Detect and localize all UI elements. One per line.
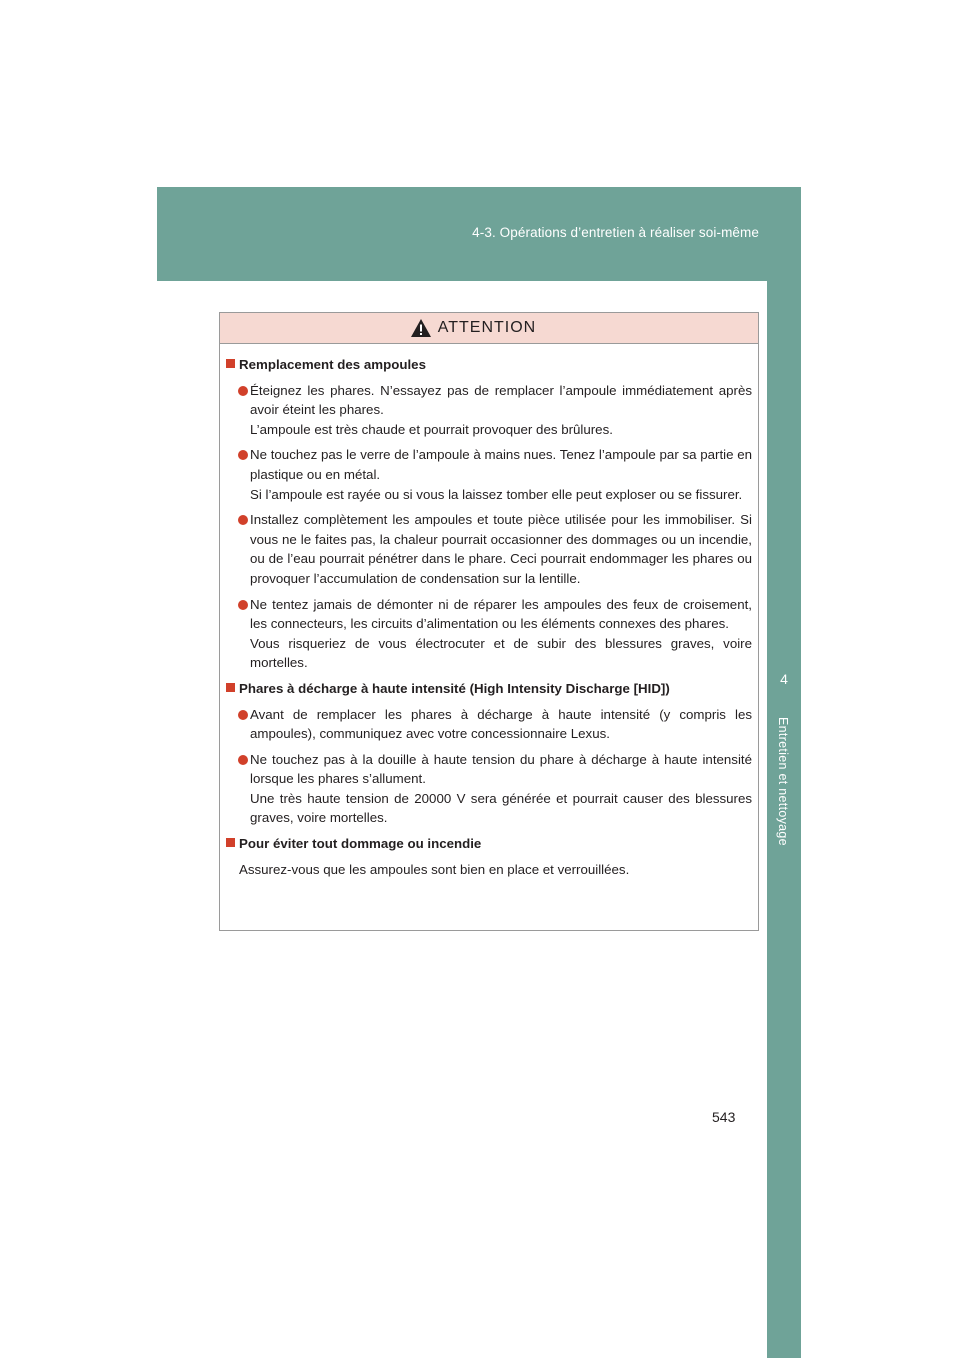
list-item <box>226 381 752 440</box>
item-text: Installez complètement les ampoules et toute pièce utilisée pour les immobiliser. Si vous ne le faites pas, la chaleur pourrait occasionner des dommages ou un incendie, ou de l’eau pourrait pénétrer dans le phare. Ceci pourrait endommager les phares ou provoquer l’accumulation de condensation sur la lentille. <box>250 512 752 586</box>
item-text: Ne touchez pas à la douille à haute tension du phare à décharge à haute intensité lorsque les phares s’allument. <box>250 751 752 787</box>
warning-triangle-icon <box>410 318 432 338</box>
warning-header <box>220 313 758 344</box>
round-bullet-icon <box>238 755 248 765</box>
item-text: Ne touchez pas le verre de l’ampoule à mains nues. Tenez l’ampoule par sa partie en plastique ou en métal. <box>250 447 752 482</box>
square-bullet-icon <box>226 838 235 847</box>
round-bullet-icon <box>238 450 248 460</box>
round-bullet-icon <box>238 515 248 525</box>
list-item <box>226 705 752 744</box>
round-bullet-icon <box>238 386 248 396</box>
section-heading: Remplacement des ampoules <box>226 355 752 375</box>
chapter-label: Entretien et nettoyage <box>776 717 790 846</box>
warning-box <box>219 312 759 931</box>
section-title: 4-3. Opérations d’entretien à réaliser soi-même <box>472 225 759 240</box>
item-text: Si l’ampoule est rayée ou si vous la laissez tomber elle peut exploser ou se fissurer. <box>250 486 743 502</box>
chapter-number: 4 <box>780 671 788 687</box>
section-heading: Phares à décharge à haute intensité (High Intensity Discharge [HID]) <box>226 679 752 699</box>
list-item <box>226 445 752 504</box>
square-bullet-icon <box>226 359 235 368</box>
list-item <box>226 510 752 588</box>
square-bullet-icon <box>226 683 235 692</box>
round-bullet-icon <box>238 710 248 720</box>
section-heading: Pour éviter tout dommage ou incendie <box>226 834 752 854</box>
list-item <box>226 595 752 673</box>
item-text: Avant de remplacer les phares à décharge à haute intensité (y compris les ampoules), communiquez avec votre concessionnaire Lexus. <box>250 706 752 742</box>
warning-body <box>220 344 758 879</box>
list-item <box>226 750 752 828</box>
round-bullet-icon <box>238 600 248 610</box>
item-text: Éteignez les phares. N’essayez pas de remplacer l’ampoule immédiatement après avoir éteint les phares. <box>250 382 752 418</box>
item-text: Ne tentez jamais de démonter ni de réparer les ampoules des feux de croisement, les connecteurs, les circuits d’alimentation ou les éléments connexes des phares. <box>250 596 752 632</box>
item-text: Une très haute tension de 20000 V sera générée et pourrait causer des blessures graves, voire mortelles. <box>250 790 752 826</box>
chapter-header-band <box>157 187 801 281</box>
page-number: 543 <box>712 1109 736 1125</box>
chapter-side-tab <box>767 281 801 1358</box>
section-text: Assurez-vous que les ampoules sont bien en place et verrouillées. <box>239 861 630 877</box>
item-text: Vous risqueriez de vous électrocuter et de subir des blessures graves, voire mortelles. <box>250 635 752 671</box>
warning-title: ATTENTION <box>437 319 537 336</box>
item-text: L’ampoule est très chaude et pourrait provoquer des brûlures. <box>250 421 613 437</box>
